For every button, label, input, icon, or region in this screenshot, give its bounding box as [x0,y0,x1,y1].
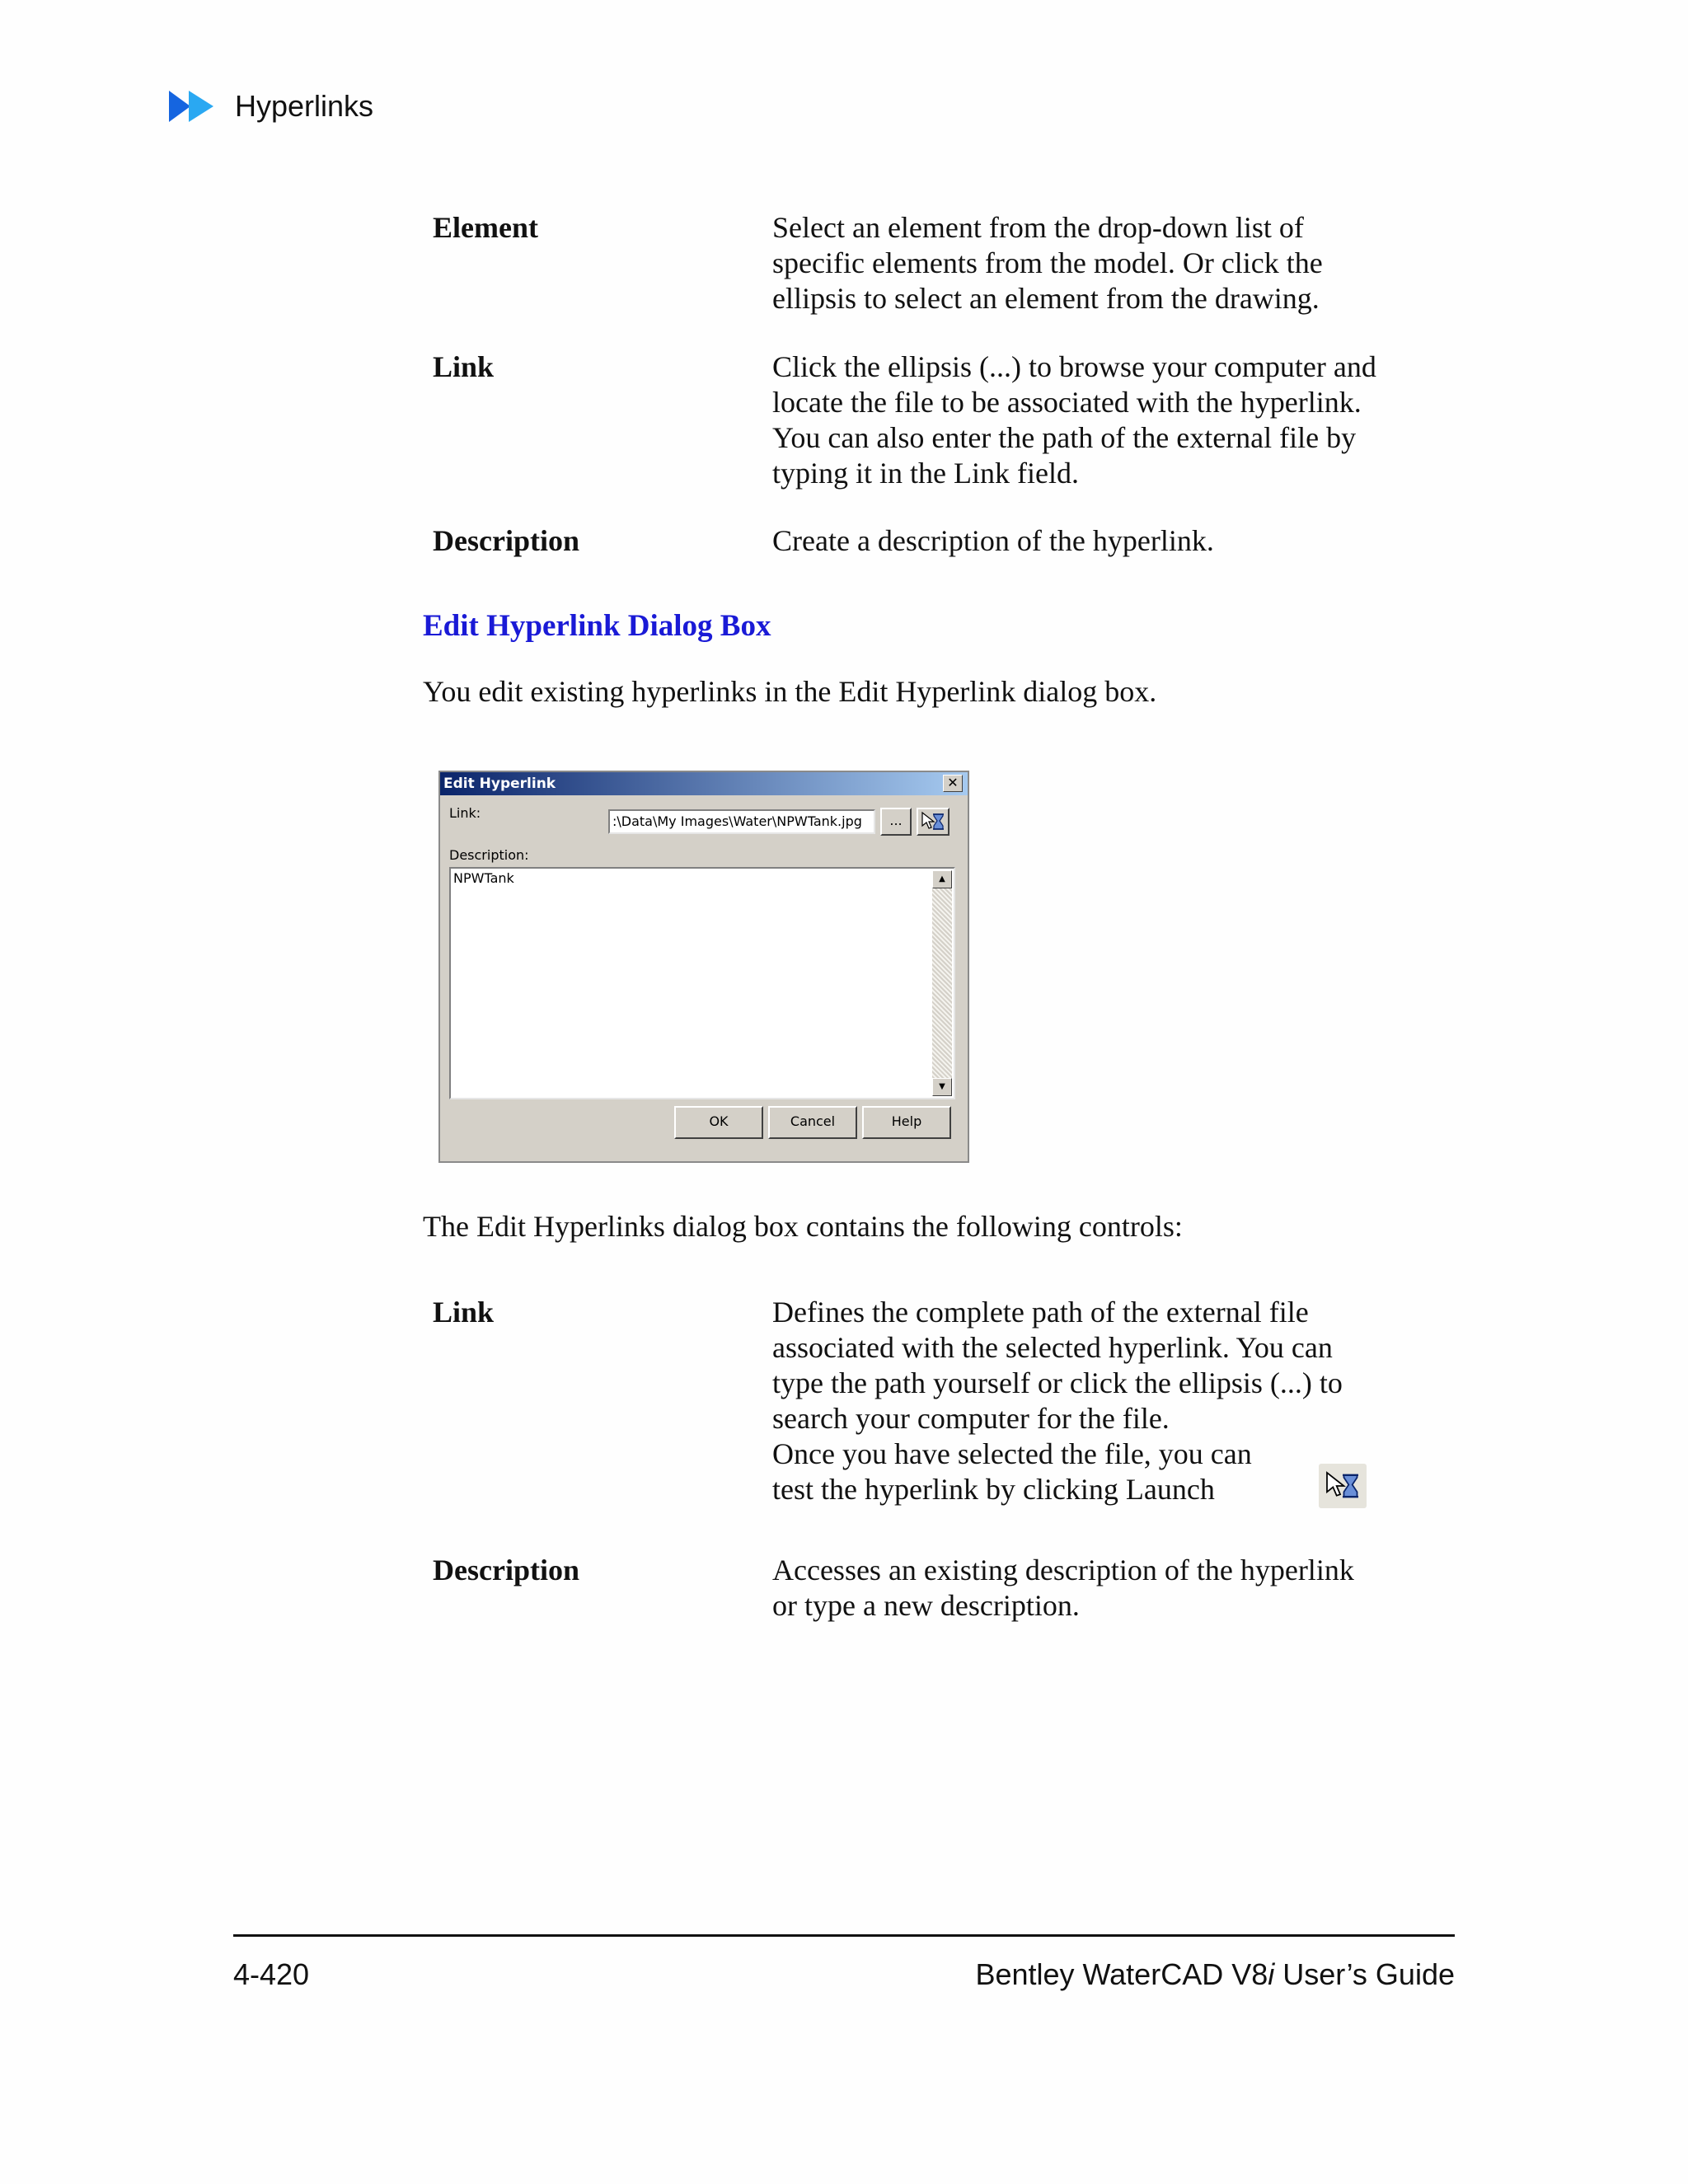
term-link: Link [433,1296,495,1329]
launch-icon [1319,1464,1367,1508]
definition-line: associated with the selected hyperlink. You can [772,1331,1333,1364]
description-label: Description: [449,847,529,863]
edit-hyperlink-dialog [438,771,969,1163]
definition-line: specific elements from the model. Or click the [772,246,1323,279]
section-heading: Edit Hyperlink Dialog Box [423,609,771,643]
definition-line: type the path yourself or click the ellipsis (...) to [772,1366,1343,1399]
term-link: Link [433,350,495,383]
term-description: Description [433,524,579,557]
term-element: Element [433,211,538,244]
launch-icon [921,811,945,832]
definition-line: typing it in the Link field. [772,457,1079,490]
double-arrow-icon [169,89,220,124]
guide-title [975,1957,1455,1993]
definition-line: or type a new description. [772,1589,1080,1622]
definition-link [772,1295,1399,1507]
definition-line: Create a description of the hyperlink. [772,524,1214,557]
dialog-titlebar [440,772,968,795]
controls-intro: The Edit Hyperlinks dialog box contains the following controls: [423,1210,1183,1243]
definition-line: Accesses an existing description of the hyperlink [772,1554,1354,1586]
term-description: Description [433,1554,579,1586]
scroll-up-icon[interactable]: ▲ [932,870,952,888]
guide-title-prefix: Bentley WaterCAD V8 [975,1957,1268,1991]
close-icon[interactable]: ✕ [943,775,963,792]
definition-line: Click the ellipsis (...) to browse your computer and [772,350,1376,383]
ok-button[interactable]: OK [674,1106,763,1139]
definition-line: locate the file to be associated with the hyperlink. [772,386,1362,419]
definition-line: Defines the complete path of the external file [772,1296,1309,1329]
description-textarea[interactable] [449,867,955,1099]
description-scrollbar[interactable] [932,870,952,1096]
definition-line: Once you have selected the file, you can [772,1437,1252,1470]
definition-line: Select an element from the drop-down list of [772,211,1304,244]
link-input[interactable]: :\Data\My Images\Water\NPWTank.jpg [608,809,875,834]
description-text: NPWTank [453,870,514,886]
definition-element [772,210,1399,316]
definition-link [772,349,1399,491]
browse-button[interactable]: ... [880,808,912,836]
definition-line: You can also enter the path of the external file by [772,421,1357,454]
section-intro: You edit existing hyperlinks in the Edit Hyperlink dialog box. [423,675,1157,708]
guide-title-suffix: User’s Guide [1274,1957,1455,1991]
link-label: Link: [449,805,481,821]
dialog-title: Edit Hyperlink [443,776,556,792]
definition-line: ellipsis to select an element from the drawing. [772,282,1320,315]
definition-description [772,1553,1399,1624]
scroll-down-icon[interactable]: ▼ [932,1078,952,1096]
definition-line: search your computer for the file. [772,1402,1170,1435]
running-header-title: Hyperlinks [235,89,374,123]
cancel-button[interactable]: Cancel [768,1106,857,1139]
footer-rule [233,1934,1455,1937]
guide-title-italic: i [1268,1957,1275,1991]
page-number: 4-420 [233,1957,310,1991]
launch-button[interactable] [917,808,950,836]
help-button[interactable]: Help [862,1106,951,1139]
definition-description [772,523,1399,559]
definition-line: test the hyperlink by clicking Launch [772,1473,1215,1506]
